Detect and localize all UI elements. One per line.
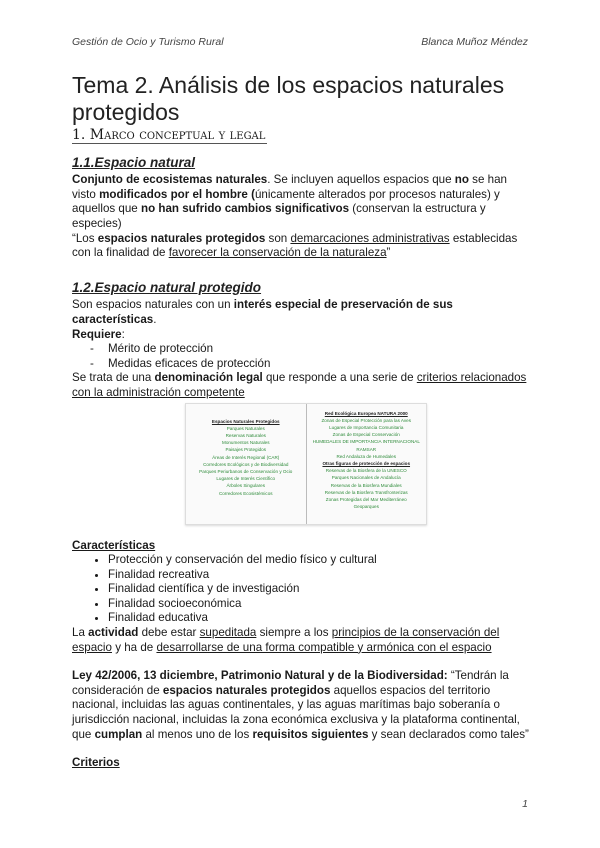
section-heading: 1. Marco conceptual y legal (72, 127, 266, 143)
figure-right-heading: Red Ecológica Europea NATURA 2000 (324, 410, 408, 416)
figure-item: Geoparques (353, 504, 379, 510)
quote-paragraph: “Los espacios naturales protegidos son demarcaciones administrativas establecidas con la finalidad de favorecer la conservación de la naturaleza” (72, 231, 518, 260)
figure-item: Parques Naturales (226, 425, 265, 431)
figure-right-heading-2: Otras figuras de protección de espacios (322, 460, 411, 466)
figure-left-heading: Espacios Naturales Protegidos (211, 418, 280, 424)
header-author: Blanca Muñoz Méndez (421, 36, 528, 48)
figure-item: Corredores Ecosistémicos (218, 490, 273, 496)
figure-item: Paisajes Protegidos (225, 447, 267, 453)
list-item: - Medidas eficaces de protección (90, 357, 532, 372)
figure-protection-types (185, 403, 427, 525)
list-item: - Mérito de protección (90, 342, 532, 357)
characteristics-heading: Características (72, 538, 156, 552)
figure-item: Zonas de Especial Conservación (332, 432, 400, 438)
figure-item: Corredores Ecológicos y de Biodiversidad (203, 461, 289, 467)
list-item: • Finalidad científica y de investigación (108, 582, 532, 597)
header-course: Gestión de Ocio y Turismo Rural (72, 36, 224, 48)
figure-item: Reservas de la Biosfera Transfronterizas (324, 489, 408, 495)
list-item: • Protección y conservación del medio físico y cultural (108, 553, 532, 568)
list-item: • Finalidad educativa (108, 611, 532, 626)
criteria-heading: Criterios (72, 756, 120, 770)
page-title: Tema 2. Análisis de los espacios naturales protegidos (72, 72, 505, 125)
figure-item: Reservas Naturales (225, 432, 266, 438)
definition-paragraph: Conjunto de ecosistemas naturales. Se incluyen aquellos espacios que no se han visto modificados por el hombre (únicamente alterados por procesos naturales) y aquellos que no han sufrido cambios significativos (conservan la estructura y especies) (72, 173, 507, 230)
figure-item: Reservas de la Biosfera de la UNESCO (325, 468, 407, 474)
figure-item: Lugares de Importancia Comunitaria (329, 424, 404, 430)
figure-item: Parques Periurbanos de Conservación y Ocio (199, 468, 293, 474)
activity-paragraph: La actividad debe estar supeditada siempre a los principios de la conservación del espacio y ha de desarrollarse de una forma compatible y armónica con el espacio (72, 626, 500, 654)
requirements-list (72, 342, 532, 371)
figure-right-column (307, 404, 427, 524)
figure-item: Árboles Singulares (226, 483, 266, 489)
list-item: • Finalidad socioeconómica (108, 597, 532, 612)
figure-item: Lugares de Interés Científico (216, 476, 276, 482)
protected-paragraph: Son espacios naturales con un interés especial de preservación de sus características. Requiere: (72, 298, 453, 341)
figure-item: Zonas Protegidas del Mar Mediterráneo (325, 496, 407, 502)
figure-left-column (186, 404, 307, 524)
subsection-heading-espacio-natural: 1.1.Espacio natural (72, 154, 196, 170)
characteristics-list (72, 553, 532, 626)
figure-item: Monumentos Naturales (222, 440, 270, 446)
figure-item: Red Andaluza de Humedales (336, 453, 396, 459)
law-paragraph: Ley 42/2006, 13 diciembre, Patrimonio Natural y de la Biodiversidad: “Tendrán la consideración de espacios naturales protegidos aquellos espacios del territorio nacional, incluidas las aguas continentales, y las aguas marítimas bajo soberanía o jurisdicción nacional, incluidas la zona económica exclusiva y la plataforma continental, que cumplan al menos uno de los requisitos siguientes y sean declarados como tales” (72, 669, 529, 741)
figure-item: Reservas de la Biosfera Mundiales (330, 482, 402, 488)
figure-item: Zonas de Especial Protección para las Aves (321, 417, 412, 423)
denomination-paragraph: Se trata de una denominación legal que responde a una serie de criterios relacionados con la administración competente (72, 371, 527, 399)
list-item: • Finalidad recreativa (108, 568, 532, 583)
document-body (72, 60, 532, 771)
figure-item: Parques Nacionales de Andalucía (331, 475, 401, 481)
subsection-heading-espacio-protegido: 1.2.Espacio natural protegido (72, 279, 262, 295)
figure-item: HUMEDALES DE IMPORTANCIA INTERNACIONAL RAMSAR (312, 439, 420, 452)
page-number: 1 (522, 798, 528, 810)
figure-item: Áreas de Interés Regional (CAR) (212, 454, 280, 460)
